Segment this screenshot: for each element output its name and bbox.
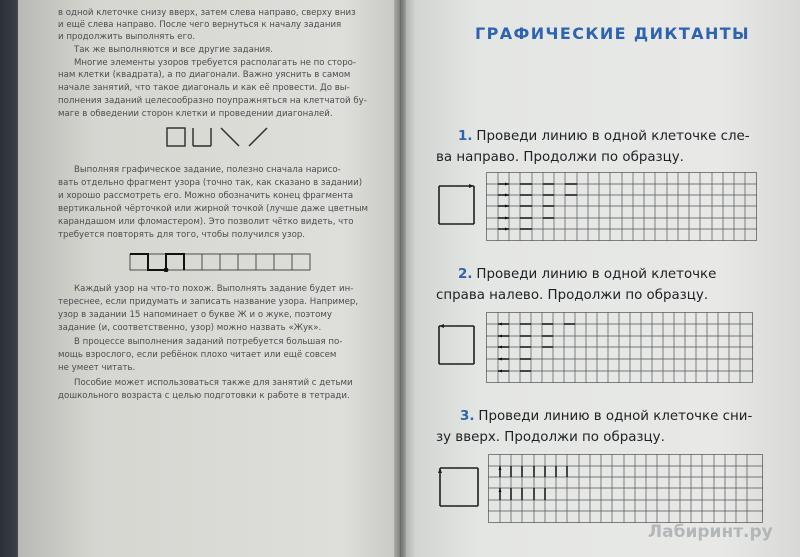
task-number: 2. <box>458 267 473 282</box>
left-text-line: задание (и, соответственно, узор) можно назвать «Жук». <box>58 323 322 333</box>
left-text-line: вать отдельно фрагмент узора (точно так, как сказано в задании) <box>58 178 363 188</box>
left-text-line: начале занятий, что такое диагональ и как её провести. До вы- <box>58 83 350 93</box>
left-text-line: и хорошо рассмотреть его. Можно обозначить конец фрагмента <box>58 191 354 201</box>
left-text-line: мощь взрослого, если ребёнок плохо читает или ещё совсем <box>58 350 337 360</box>
task-line: Проведи линию в одной клеточке <box>476 267 717 282</box>
task-2-text-line2: справа налево. Продолжи по образцу. <box>436 288 709 303</box>
left-text-line: Многие элементы узоров требуется располагать не по сторо- <box>74 58 357 68</box>
left-text-line: вертикальной чёрточкой или жирной точкой (лучше даже цветным <box>58 204 368 214</box>
left-text-line: Выполняя графическое задание, полезно сначала нарисо- <box>74 165 341 175</box>
left-text-line: узор в задании 15 напоминает о букве Ж и о жуке, поэтому <box>58 310 333 320</box>
task-2-text <box>458 264 716 285</box>
left-text-line: и продолжить выполнять его. <box>58 32 196 42</box>
left-text-line: нам клетки (квадрата), а по диагонали. Важно уяснить в самом <box>58 70 351 80</box>
left-text-line: маге в обведении сторон клетки и проведении диагоналей. <box>58 109 333 119</box>
left-text-line: тереснее, если придумать и записать название узора. Например, <box>58 297 359 307</box>
left-text-line: в одной клеточке снизу вверх, затем слева направо, сверху вниз <box>58 8 356 18</box>
task-1-grid <box>486 172 762 244</box>
left-text-line: и ещё слева направо. После чего вернуться к началу задания <box>58 20 342 30</box>
left-text-line: дошкольного возраста с целью подготовки к работе в тетради. <box>58 391 350 401</box>
page-title: ГРАФИЧЕСКИЕ ДИКТАНТЫ <box>475 24 751 43</box>
left-text-line: не умеет читать. <box>58 363 136 373</box>
task-3-sample-figure <box>436 464 482 510</box>
task-number: 1. <box>458 129 473 144</box>
left-text-line: Пособие может использоваться также для занятий с детьми <box>74 378 353 388</box>
watermark-logo: Лабиринт.ру <box>648 522 773 542</box>
sample-figure-pattern-fragment <box>128 252 313 272</box>
task-3-text <box>460 406 752 427</box>
task-2-grid <box>486 312 762 386</box>
left-text-line: полнения заданий целесообразно поупражняться на клетчатой бу- <box>58 96 367 106</box>
left-text-line: требуется повторять для того, чтобы получился узор. <box>58 230 306 240</box>
book-spine <box>394 0 406 557</box>
sample-figure-cells-diagonals <box>165 126 275 148</box>
task-1-text <box>458 126 750 147</box>
task-1-text-line2: ва направо. Продолжи по образцу. <box>436 150 684 165</box>
left-text-line: Каждый узор на что-то похож. Выполнять задание будет ин- <box>74 284 354 294</box>
left-text-line: карандашом или фломастером). Это позволит чётко видеть, что <box>58 217 354 227</box>
left-text-line: В процессе выполнения заданий потребуется большая по- <box>74 337 343 347</box>
task-number: 3. <box>460 409 475 424</box>
task-line: Проведи линию в одной клеточке сле- <box>476 129 750 144</box>
task-3-text-line2: зу вверх. Продолжи по образцу. <box>436 430 665 445</box>
task-line: Проведи линию в одной клеточке сни- <box>478 409 753 424</box>
task-3-grid <box>488 454 768 526</box>
task-2-sample-figure <box>436 322 478 368</box>
left-text-line: Так же выполняются и все другие задания. <box>74 45 273 55</box>
task-1-sample-figure <box>436 182 478 228</box>
